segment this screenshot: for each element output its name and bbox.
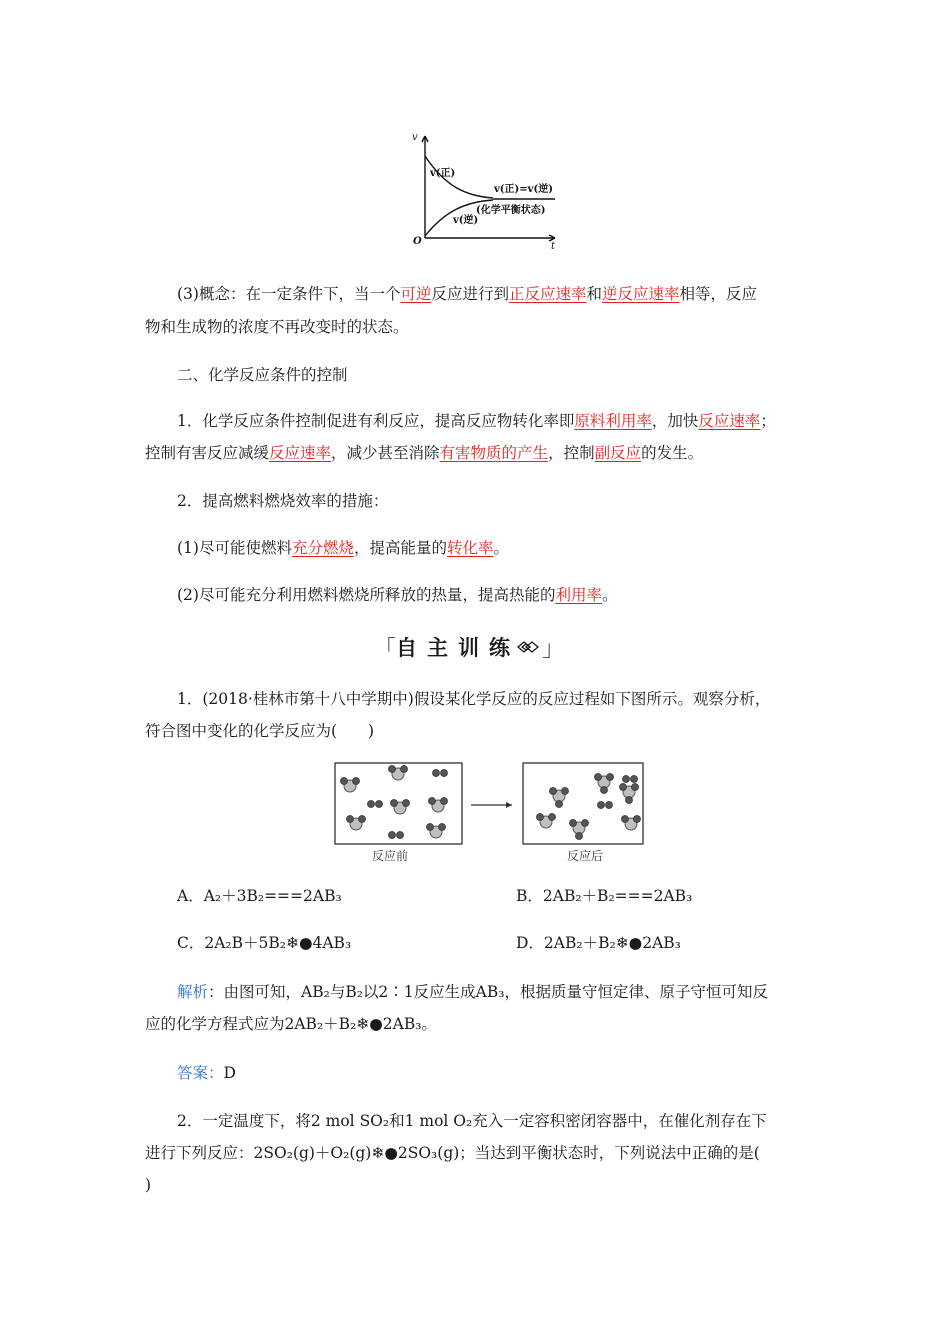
label-forward: v(正) bbox=[430, 168, 456, 179]
option-b: B．2AB₂＋B₂===2AB₃ bbox=[516, 887, 693, 905]
label-state: (化学平衡状态) bbox=[476, 205, 546, 216]
blank-answer: 利用率 bbox=[555, 586, 602, 604]
label-equal: v(正)=v(逆) bbox=[494, 184, 553, 195]
analysis-label: 解析 bbox=[177, 983, 209, 1001]
item1-line-2: 控制有害反应减缓反应速率，减少甚至消除有害物质的产生，控制副反应的发生。 bbox=[145, 444, 704, 462]
blank-answer: 充分燃烧 bbox=[291, 539, 354, 557]
q2-line-1: 2．一定温度下，将2 mol SO₂和1 mol O₂充入一定容积密闭容器中，在催化剂存在下 bbox=[177, 1112, 767, 1130]
analysis-line-2: 应的化学方程式应为2AB₂＋B₂❄●2AB₃。 bbox=[145, 1015, 437, 1033]
item1-line-1: 1．化学反应条件控制促进有利反应，提高反应物转化率即原料利用率，加快反应速率； bbox=[177, 412, 776, 430]
origin-label: O bbox=[413, 236, 422, 247]
item2-a: (1)尽可能使燃料充分燃烧，提高能量的转化率。 bbox=[177, 539, 510, 557]
section-heading: 二、化学反应条件的控制 bbox=[177, 366, 348, 384]
rate-time-graph bbox=[405, 126, 565, 252]
item2-heading: 2．提高燃料燃烧效率的措施： bbox=[177, 492, 389, 510]
ornament-icon bbox=[516, 640, 542, 654]
caption-after: 反应后 bbox=[567, 849, 604, 863]
concept-line-1: (3)概念：在一定条件下，当一个可逆反应进行到正反应速率和逆反应速率相等，反应 bbox=[177, 285, 758, 303]
blank-answer: 正反应速率 bbox=[509, 285, 587, 303]
bracket-open: 「 bbox=[374, 636, 397, 662]
option-d: D．2AB₂＋B₂❄●2AB₃ bbox=[516, 934, 681, 952]
option-c: C．2A₂B＋5B₂❄●4AB₃ bbox=[177, 934, 352, 952]
axis-t-label: t bbox=[551, 241, 556, 252]
answer-line bbox=[177, 1062, 236, 1084]
analysis-line-1: 解析：由图可知，AB₂与B₂以2∶1反应生成AB₃，根据质量守恒定律、原子守恒可知反 bbox=[177, 983, 768, 1001]
label-reverse: v(逆) bbox=[453, 215, 479, 226]
blank-answer: 原料利用率 bbox=[574, 412, 652, 430]
training-title bbox=[374, 632, 564, 662]
blank-answer: 有害物质的产生 bbox=[439, 444, 549, 462]
concept-line-2: 物和生成物的浓度不再改变时的状态。 bbox=[145, 318, 409, 336]
q2-line-2: 进行下列反应：2SO₂(g)＋O₂(g)❄●2SO₃(g)；当达到平衡状态时，下列说法中正确的是( bbox=[145, 1144, 760, 1162]
q1-line-2: 符合图中变化的化学反应为( ) bbox=[145, 722, 375, 740]
blank-answer: 逆反应速率 bbox=[602, 285, 680, 303]
option-a: A．A₂＋3B₂===2AB₃ bbox=[177, 887, 342, 905]
answer-value: D bbox=[223, 1064, 236, 1082]
blank-answer: 转化率 bbox=[447, 539, 494, 557]
item2-b: (2)尽可能充分利用燃料燃烧所释放的热量，提高热能的利用率。 bbox=[177, 586, 618, 604]
bracket-close: 」 bbox=[542, 636, 565, 662]
blank-answer: 反应速率 bbox=[269, 444, 332, 462]
answer-label: 答案： bbox=[177, 1064, 224, 1082]
q2-line-3: ) bbox=[145, 1176, 152, 1194]
axis-v-label: v bbox=[412, 132, 418, 143]
blank-answer: 副反应 bbox=[594, 444, 642, 462]
q1-line-1: 1．(2018·桂林市第十八中学期中)假设某化学反应的反应过程如下图所示。观察分析， bbox=[177, 690, 771, 708]
blank-answer: 可逆 bbox=[400, 285, 432, 303]
blank-answer: 反应速率 bbox=[698, 412, 761, 430]
caption-before: 反应前 bbox=[372, 849, 409, 863]
training-title-text: 自主训练 bbox=[396, 635, 521, 660]
